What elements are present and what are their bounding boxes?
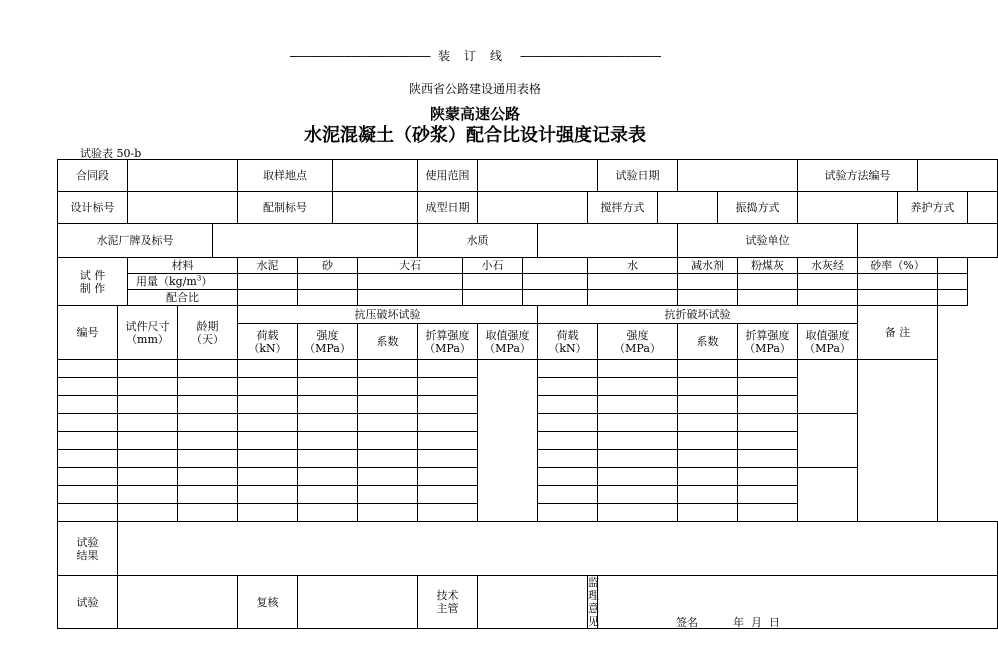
data-cell[interactable]	[58, 378, 118, 396]
small-stone-col: 小石	[463, 258, 523, 274]
age-header: 龄期 （天）	[178, 306, 238, 360]
data-cell[interactable]	[418, 468, 478, 486]
data-cell[interactable]	[58, 432, 118, 450]
data-cell[interactable]	[118, 414, 178, 432]
test-date-value[interactable]	[678, 160, 798, 192]
water-col: 水	[588, 258, 678, 274]
contract-label: 合同段	[58, 160, 128, 192]
data-cell[interactable]	[178, 360, 238, 378]
data-cell[interactable]	[358, 504, 418, 522]
sampling-value[interactable]	[333, 160, 418, 192]
data-cell[interactable]	[598, 468, 678, 486]
data-cell[interactable]	[418, 414, 478, 432]
data-cell[interactable]	[238, 486, 298, 504]
record-table	[57, 159, 998, 629]
specimen-label: 试 件 制 作	[58, 258, 128, 306]
data-cell[interactable]	[538, 504, 598, 522]
data-cell[interactable]	[58, 360, 118, 378]
page-title: 水泥混凝土（砂浆）配合比设计强度记录表	[304, 125, 646, 146]
wc-col: 水灰经	[798, 258, 858, 274]
data-cell[interactable]	[538, 414, 598, 432]
data-cell[interactable]	[358, 396, 418, 414]
data-cell[interactable]	[58, 486, 118, 504]
c-taken-cell[interactable]	[478, 360, 538, 522]
sand-ratio-col: 砂率（%）	[858, 258, 938, 274]
test-date-label: 试验日期	[598, 160, 678, 192]
f-taken-cell[interactable]	[798, 360, 858, 414]
data-cell[interactable]	[178, 486, 238, 504]
data-cell[interactable]	[418, 504, 478, 522]
data-cell[interactable]	[178, 432, 238, 450]
form-number: 试验表 50-b	[80, 147, 142, 160]
tech-label: 技术 主管	[418, 576, 478, 629]
data-cell[interactable]	[238, 450, 298, 468]
lab-label: 试验单位	[678, 224, 858, 258]
c-conv-header: 折算强度 （MPa）	[418, 324, 478, 360]
data-cell[interactable]	[678, 414, 738, 432]
data-cell[interactable]	[238, 468, 298, 486]
f-conv-header: 折算强度 （MPa）	[738, 324, 798, 360]
data-cell[interactable]	[358, 414, 418, 432]
data-rows	[58, 360, 998, 522]
data-cell[interactable]	[58, 504, 118, 522]
data-cell[interactable]	[678, 450, 738, 468]
curing-value[interactable]	[968, 192, 998, 224]
data-cell[interactable]	[58, 468, 118, 486]
data-cell[interactable]	[238, 378, 298, 396]
data-cell[interactable]	[178, 414, 238, 432]
water-quality-label: 水质	[418, 224, 538, 258]
forming-date-label: 成型日期	[418, 192, 478, 224]
project-title: 陕蒙高速公路	[429, 105, 520, 123]
data-cell[interactable]	[118, 360, 178, 378]
f-taken-header: 取值强度 （MPa）	[798, 324, 858, 360]
tester-value[interactable]	[118, 576, 238, 629]
cement-brand-label: 水泥厂牌及标号	[58, 224, 213, 258]
data-cell[interactable]	[178, 468, 238, 486]
data-cell[interactable]	[298, 378, 358, 396]
data-cell[interactable]	[178, 504, 238, 522]
f-strength-header: 强度 （MPa）	[598, 324, 678, 360]
data-cell[interactable]	[298, 450, 358, 468]
data-cell[interactable]	[678, 504, 738, 522]
data-cell[interactable]	[358, 486, 418, 504]
supervisor-value[interactable]	[598, 576, 998, 629]
method-no-label: 试验方法编号	[798, 160, 918, 192]
data-cell[interactable]	[678, 396, 738, 414]
flexural-header: 抗折破坏试验	[538, 306, 858, 324]
sand-col: 砂	[298, 258, 358, 274]
data-cell[interactable]	[738, 378, 798, 396]
material-label: 材料	[128, 258, 238, 274]
data-cell[interactable]	[738, 450, 798, 468]
reviewer-label: 复核	[238, 576, 298, 629]
vibrating-value[interactable]	[798, 192, 898, 224]
size-header: 试件尺寸 （mm）	[118, 306, 178, 360]
data-cell[interactable]	[358, 468, 418, 486]
data-cell[interactable]	[118, 486, 178, 504]
c-load-header: 荷载 （kN）	[238, 324, 298, 360]
mixing-value[interactable]	[658, 192, 718, 224]
data-cell[interactable]	[358, 378, 418, 396]
data-cell[interactable]	[118, 378, 178, 396]
reducer-col: 减水剂	[678, 258, 738, 274]
f-load-header: 荷载 （kN）	[538, 324, 598, 360]
big-stone-col: 大石	[358, 258, 463, 274]
data-cell[interactable]	[358, 450, 418, 468]
data-cell[interactable]	[418, 378, 478, 396]
data-cell[interactable]	[738, 414, 798, 432]
tester-label: 试验	[58, 576, 118, 629]
f-taken-cell[interactable]	[798, 468, 858, 522]
c-coef-header: 系数	[358, 324, 418, 360]
data-cell[interactable]	[118, 432, 178, 450]
data-cell[interactable]	[598, 486, 678, 504]
data-cell[interactable]	[598, 360, 678, 378]
remark-header: 备 注	[858, 306, 938, 360]
data-cell[interactable]	[738, 468, 798, 486]
data-row	[58, 360, 998, 378]
data-cell[interactable]	[58, 396, 118, 414]
data-cell[interactable]	[118, 396, 178, 414]
result-label: 试验 结果	[58, 522, 118, 576]
data-cell[interactable]	[178, 378, 238, 396]
ratio-label: 配合比	[128, 290, 238, 306]
data-cell[interactable]	[598, 378, 678, 396]
forming-date-value[interactable]	[478, 192, 588, 224]
c-strength-header: 强度 （MPa）	[298, 324, 358, 360]
supervisor-label: 监理意 见	[588, 576, 600, 628]
data-cell[interactable]	[178, 396, 238, 414]
usage-value[interactable]	[478, 160, 598, 192]
data-cell[interactable]	[118, 504, 178, 522]
binding-label: 装订线	[437, 49, 516, 63]
curing-label: 养护方式	[898, 192, 968, 224]
data-cell[interactable]	[538, 432, 598, 450]
data-cell[interactable]	[538, 378, 598, 396]
data-cell[interactable]	[418, 396, 478, 414]
contract-value[interactable]	[128, 160, 238, 192]
f-taken-cell[interactable]	[798, 414, 858, 468]
sampling-label: 取样地点	[238, 160, 333, 192]
data-cell[interactable]	[418, 360, 478, 378]
reviewer-value[interactable]	[298, 576, 418, 629]
result-value[interactable]	[118, 522, 998, 576]
data-cell[interactable]	[298, 396, 358, 414]
data-cell[interactable]	[238, 432, 298, 450]
data-cell[interactable]	[538, 450, 598, 468]
flyash-col: 粉煤灰	[738, 258, 798, 274]
water-quality-value[interactable]	[538, 224, 678, 258]
data-cell[interactable]	[58, 414, 118, 432]
data-cell[interactable]	[58, 450, 118, 468]
mixing-label: 搅拌方式	[588, 192, 658, 224]
data-cell[interactable]	[238, 504, 298, 522]
data-cell[interactable]	[598, 504, 678, 522]
data-cell[interactable]	[678, 468, 738, 486]
data-cell[interactable]	[678, 378, 738, 396]
vibrating-label: 振捣方式	[718, 192, 798, 224]
data-cell[interactable]	[738, 486, 798, 504]
data-cell[interactable]	[538, 360, 598, 378]
lab-value[interactable]	[858, 224, 998, 258]
design-grade-value[interactable]	[128, 192, 238, 224]
no-header: 编号	[58, 306, 118, 360]
data-cell[interactable]	[238, 414, 298, 432]
data-cell[interactable]	[298, 414, 358, 432]
province-heading: 陕西省公路建设通用表格	[408, 82, 541, 96]
data-cell[interactable]	[598, 432, 678, 450]
usage-label: 使用范围	[418, 160, 478, 192]
data-cell[interactable]	[598, 414, 678, 432]
data-cell[interactable]	[298, 504, 358, 522]
data-cell[interactable]	[738, 504, 798, 522]
data-cell[interactable]	[678, 432, 738, 450]
data-cell[interactable]	[538, 468, 598, 486]
data-cell[interactable]	[598, 450, 678, 468]
data-cell[interactable]	[418, 450, 478, 468]
binding-line: ---------------------------------------------- 装订线 ----------------------------------------------	[289, 49, 661, 63]
data-cell[interactable]	[238, 360, 298, 378]
remark-cell[interactable]	[858, 360, 938, 522]
data-cell[interactable]	[298, 486, 358, 504]
data-cell[interactable]	[298, 432, 358, 450]
data-cell[interactable]	[118, 450, 178, 468]
data-cell[interactable]	[598, 396, 678, 414]
compression-header: 抗压破坏试验	[238, 306, 538, 324]
dosage-label: 用量$(kg/m^3)$	[128, 274, 238, 290]
data-cell[interactable]	[358, 432, 418, 450]
c-taken-header: 取值强度 （MPa）	[478, 324, 538, 360]
data-cell[interactable]	[298, 360, 358, 378]
data-cell[interactable]	[738, 396, 798, 414]
data-cell[interactable]	[298, 468, 358, 486]
data-cell[interactable]	[738, 432, 798, 450]
design-grade-label: 设计标号	[58, 192, 128, 224]
data-cell[interactable]	[358, 360, 418, 378]
data-cell[interactable]	[238, 396, 298, 414]
data-cell[interactable]	[538, 396, 598, 414]
data-cell[interactable]	[118, 468, 178, 486]
data-cell[interactable]	[538, 486, 598, 504]
cement-col: 水泥	[238, 258, 298, 274]
data-cell[interactable]	[418, 486, 478, 504]
data-cell[interactable]	[418, 432, 478, 450]
data-cell[interactable]	[678, 360, 738, 378]
cement-brand-value[interactable]	[213, 224, 418, 258]
data-cell[interactable]	[678, 486, 738, 504]
signature-date: 签名 年 月 日	[676, 616, 780, 629]
mix-grade-label: 配制标号	[238, 192, 333, 224]
mix-grade-value[interactable]	[333, 192, 418, 224]
f-coef-header: 系数	[678, 324, 738, 360]
data-cell[interactable]	[178, 450, 238, 468]
tech-value[interactable]	[478, 576, 588, 629]
data-cell[interactable]	[738, 360, 798, 378]
method-no-value[interactable]	[918, 160, 998, 192]
